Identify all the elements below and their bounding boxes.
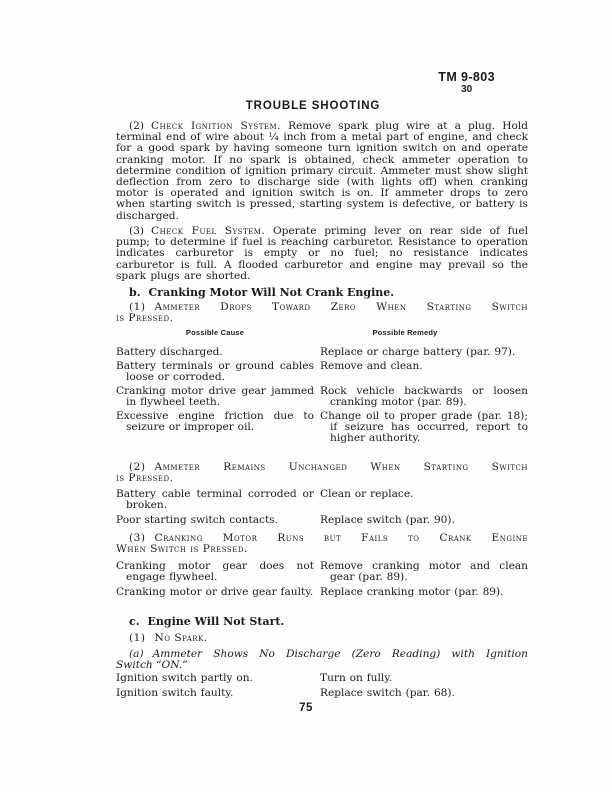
cause-cell: Battery discharged. <box>116 346 223 358</box>
table-row <box>116 688 528 699</box>
table-row <box>116 347 528 358</box>
table-row <box>116 673 528 684</box>
subheading-label: (a) <box>129 648 144 660</box>
page-title: TROUBLE SHOOTING <box>245 100 381 112</box>
remedy-cell: Turn on fully. <box>320 672 393 684</box>
cause-cell: Battery cable terminal corroded or broken. <box>116 488 314 512</box>
subheading-c1a <box>116 649 528 671</box>
trouble-table-group2 <box>116 489 528 531</box>
manual-number: TM 9-803 <box>438 70 495 84</box>
trouble-table-group1 <box>116 347 528 447</box>
page-header <box>438 71 495 95</box>
subheading-c1 <box>116 633 528 644</box>
subheading-b3 <box>116 533 528 555</box>
subheading-text-line1: Cranking Motor Runs but Fails to Crank Engine <box>154 532 528 544</box>
paragraph-text: Operate priming lever on rear side of fuel pump; to determine if fuel is reaching carburetor. Resistance to operation indicates carburetor is empty or no fuel; no resistance indicates carburetor is full. A flooded carburetor and engine may prevail so the spark plugs are shorted. <box>116 225 529 282</box>
table-column-headers <box>116 329 528 337</box>
section-c-heading <box>116 616 528 628</box>
run-in-heading: Check Fuel System. <box>151 225 266 237</box>
paragraph-label: (3) <box>129 225 145 237</box>
remedy-cell: Change oil to proper grade (par. 18); if seizure has occurred, report to higher authority. <box>320 409 528 444</box>
section-title: Cranking Motor Will Not Crank Engine. <box>148 286 395 299</box>
table-row <box>116 561 528 583</box>
cause-cell: Cranking motor gear does not engage flywheel. <box>116 560 314 584</box>
cause-cell: Excessive engine friction due to seizure or improper oil. <box>116 409 314 433</box>
remedy-cell: Remove cranking motor and clean gear (par. 89). <box>320 560 528 584</box>
paragraph-text: Remove spark plug wire at a plug. Hold terminal end of wire about ¼ inch from a metal part of engine, and check for a good spark by having someone turn ignition switch on and operate cranking motor. If no spark is obtained, check ammeter operation to determine condition of ignition primary circuit. Ammeter must show slight deflection from zero to discharge side (with lights off) when cranking motor is operated and ignition switch is on. If ammeter drops to zero when starting switch is pressed, starting system is defective, or battery is discharged. <box>116 120 528 222</box>
subheading-b2 <box>116 462 528 484</box>
subheading-text-line2: is Pressed. <box>116 472 174 485</box>
subheading-text-line2: When Switch is Pressed. <box>116 543 248 556</box>
paragraph-reference-number: 30 <box>461 84 473 95</box>
subheading-text-line1: Ammeter Drops Toward Zero When Starting Switch <box>154 301 528 313</box>
subheading-label: (1) <box>129 632 146 644</box>
subheading-label: (1) <box>129 301 146 313</box>
subheading-label: (2) <box>129 461 146 473</box>
remedy-cell: Remove and clean. <box>320 359 423 372</box>
subheading-label: (3) <box>129 532 146 544</box>
page-number: 75 <box>299 702 313 714</box>
paragraph-3-check-fuel-system <box>116 226 528 282</box>
subheading-text-line1: Ammeter Shows No Discharge (Zero Reading) with Ignition <box>152 648 528 660</box>
possible-cause-header: Possible Cause <box>185 328 245 337</box>
table-row <box>116 587 528 598</box>
cause-cell: Cranking motor or drive gear faulty. <box>116 586 314 599</box>
possible-remedy-header: Possible Remedy <box>372 328 438 337</box>
cause-cell: Cranking motor drive gear jammed in flywheel teeth. <box>116 384 314 408</box>
table-row <box>116 489 528 511</box>
remedy-cell: Clean or replace. <box>320 488 414 500</box>
section-letter: b. <box>129 286 141 299</box>
remedy-cell: Replace switch (par. 90). <box>320 514 455 527</box>
cause-cell: Poor starting switch contacts. <box>116 514 279 527</box>
table-row <box>116 361 528 383</box>
remedy-cell: Rock vehicle backwards or loosen cranking motor (par. 89). <box>320 384 528 408</box>
table-row <box>116 515 528 526</box>
section-title: Engine Will Not Start. <box>147 615 285 628</box>
section-letter: c. <box>129 615 140 628</box>
trouble-table-group3 <box>116 561 528 603</box>
cause-cell: Ignition switch partly on. <box>116 672 253 684</box>
paragraph-label: (2) <box>129 120 145 132</box>
table-row <box>116 386 528 408</box>
subheading-text-line1: Ammeter Remains Unchanged When Starting Switch <box>154 461 528 473</box>
subheading-text: No Spark. <box>154 632 208 644</box>
run-in-heading: Check Ignition System. <box>151 120 282 132</box>
table-row <box>116 411 528 445</box>
subheading-text-line2: is Pressed. <box>116 312 174 325</box>
cause-cell: Ignition switch faulty. <box>116 687 234 700</box>
remedy-cell: Replace cranking motor (par. 89). <box>320 586 504 599</box>
subheading-text-line2: Switch “ON.” <box>116 659 188 672</box>
cause-cell: Battery terminals or ground cables loose or corroded. <box>116 359 314 383</box>
subheading-b1 <box>116 302 528 324</box>
section-b-heading <box>116 287 528 299</box>
remedy-cell: Replace or charge battery (par. 97). <box>320 346 516 358</box>
trouble-table-group4 <box>116 673 528 703</box>
remedy-cell: Replace switch (par. 68). <box>320 687 455 700</box>
paragraph-2-check-ignition-system <box>116 121 528 222</box>
